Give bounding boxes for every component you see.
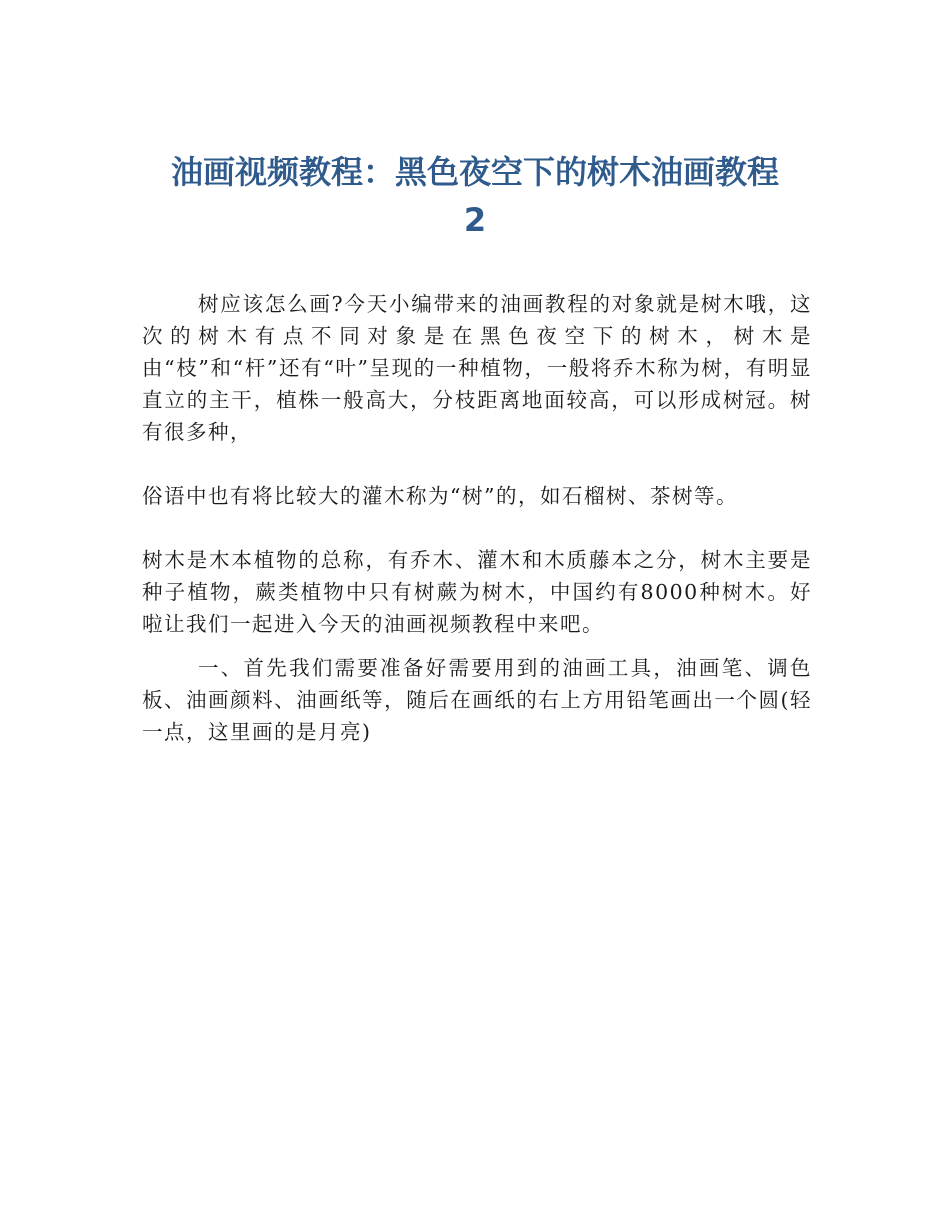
paragraph-shrubs: 俗语中也有将比较大的灌木称为“树”的，如石榴树、茶树等。	[142, 484, 738, 508]
paragraph-step-one: 一、首先我们需要准备好需要用到的油画工具，油画笔、调色板、油画颜料、油画纸等，随后在画纸的右上方用铅笔画出一个圆(轻一点，这里画的是月亮)	[142, 656, 812, 744]
paragraph-tree-types: 树木是木本植物的总称，有乔木、灌木和木质藤本之分，树木主要是种子植物，蕨类植物中只有树蕨为树木，中国约有8000种树木。好啦让我们一起进入今天的油画视频教程中来吧。	[142, 548, 812, 636]
title-line-2: 2	[463, 201, 487, 239]
title-line-1: 油画视频教程：黑色夜空下的树木油画教程	[170, 153, 779, 191]
document-body	[142, 288, 812, 748]
document-title	[140, 148, 810, 244]
paragraph-intro: 树应该怎么画?今天小编带来的油画教程的对象就是树木哦，这次的树木有点不同对象是在黑色夜空下的树木，树木是由“枝”和“杆”还有“叶”呈现的一种植物，一般将乔木称为树，有明显直立的主干，植株一般高大，分枝距离地面较高，可以形成树冠。树有很多种，	[142, 292, 812, 444]
